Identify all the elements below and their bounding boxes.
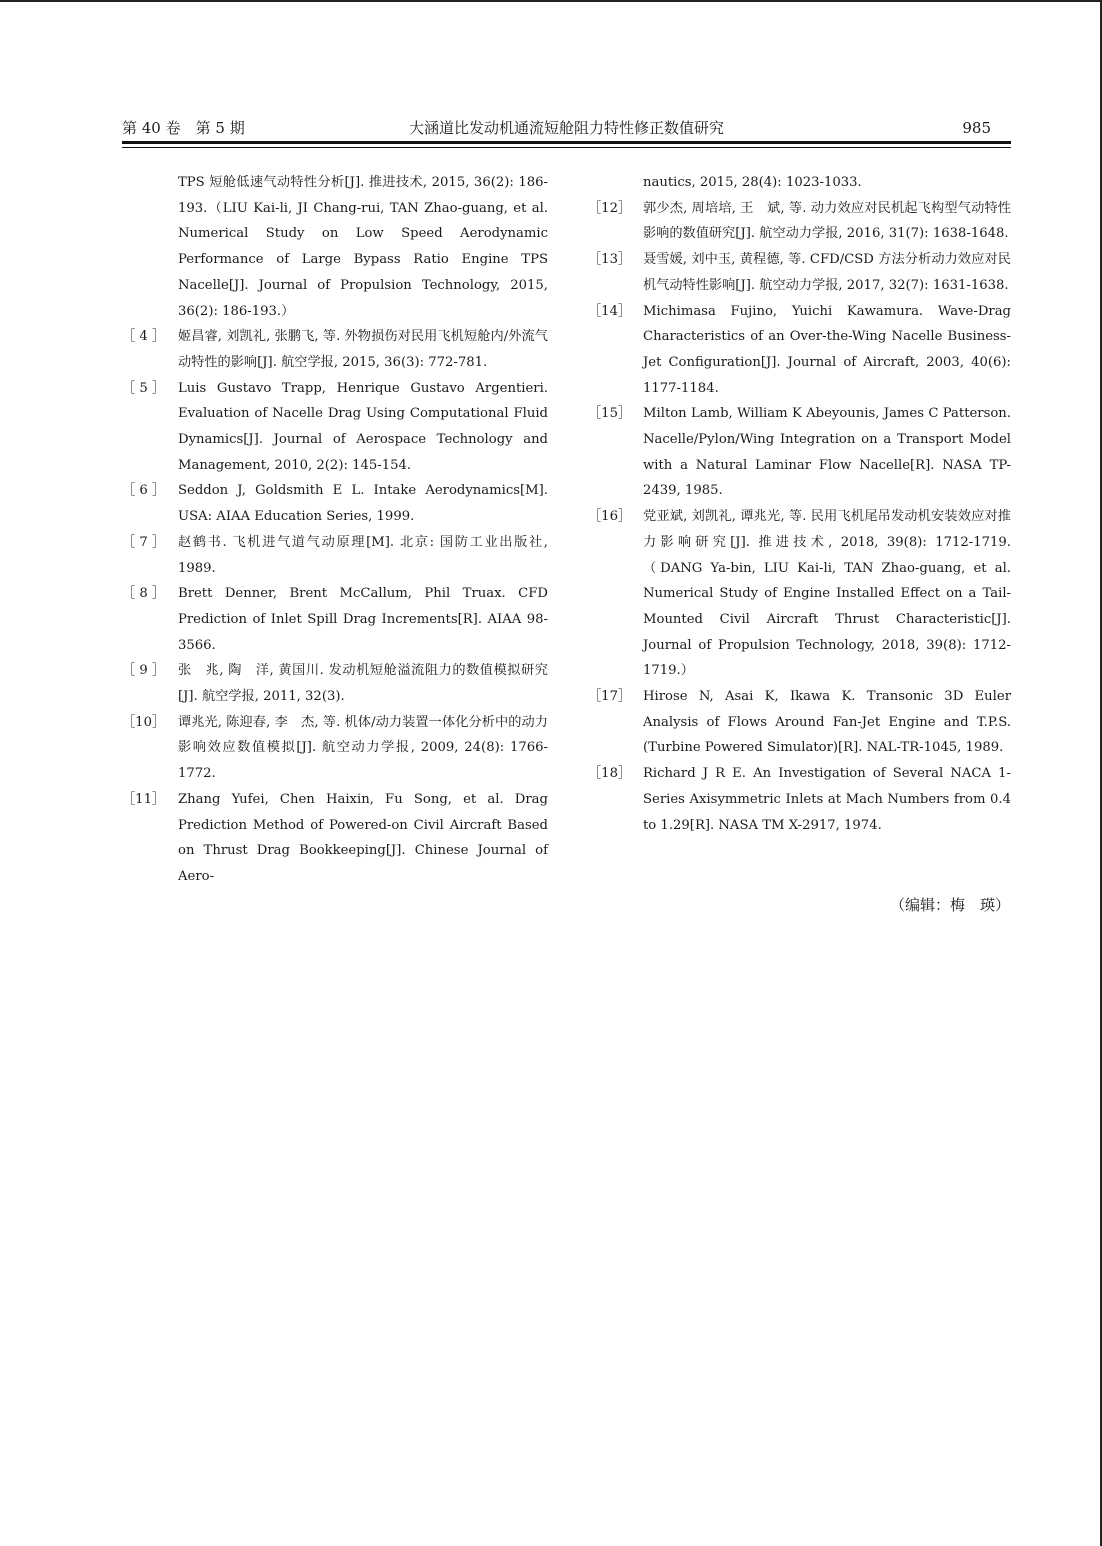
reference-item [588,299,1011,402]
reference-item [122,324,548,375]
reference-number: ［12］ [588,200,632,216]
reference-number: ［ 5 ］ [122,380,166,396]
reference-item [122,710,548,787]
volume-issue: 第 40 卷 第 5 期 [122,119,245,137]
reference-item [122,376,548,479]
reference-item [588,504,1011,684]
reference-item [122,658,548,709]
reference-text: 党亚斌, 刘凯礼, 谭兆光, 等. 民用飞机尾吊发动机安装效应对推力影响研究[J]. 推进技术, 2018, 39(8): 1712-1719.（DANG Ya-bin, LIU Kai-li, TAN Zhao-guang, et al. Numerical Study of Engine Installed Effect on a Tail-Mounted Civil Aircraft Thrust Characteristic[J]. Journal of Propulsion Technology, 2018, 39(8): 1712-1719.） [643,509,1011,679]
reference-text: Brett Denner, Brent McCallum, Phil Truax. CFD Prediction of Inlet Spill Drag Increments[R]. AIAA 98-3566. [178,586,548,653]
reference-number: ［15］ [588,406,632,422]
reference-item [588,761,1011,838]
reference-number: ［10］ [122,714,166,730]
reference-item [122,478,548,529]
reference-number: ［11］ [122,791,166,807]
reference-number: ［17］ [588,689,632,705]
reference-item [122,581,548,658]
reference-text: 聂雪媛, 刘中玉, 黄程德, 等. CFD/CSD 方法分析动力效应对民机气动特性影响[J]. 航空动力学报, 2017, 32(7): 1631-1638. [643,252,1011,293]
page-number: 985 [962,119,991,137]
reference-text: Milton Lamb, William K Abeyounis, James C Patterson. Nacelle/Pylon/Wing Integration on a Transport Model with a Natural Laminar Flow Nacelle[R]. NASA TP-2439, 1985. [643,406,1011,499]
reference-number: ［13］ [588,252,632,268]
reference-text: Michimasa Fujino, Yuichi Kawamura. Wave-Drag Characteristics of an Over-the-Wing Nacelle Business-Jet Configuration[J]. Journal of Aircraft, 2003, 40(6): 1177-1184. [643,303,1011,396]
reference-number: ［ 4 ］ [122,329,166,345]
reference-number: ［18］ [588,766,632,782]
header-rule-thin [122,147,1011,148]
reference-item [588,401,1011,504]
editor-note: （编辑：梅 瑛） [889,896,1010,914]
reference-text: Hirose N, Asai K, Ikawa K. Transonic 3D Euler Analysis of Flows Around Fan-Jet Engine and T.P.S. (Turbine Powered Simulator)[R]. NAL-TR-1045, 1989. [643,689,1011,756]
references-right-column [588,170,1011,838]
references-left-column [122,170,548,890]
reference-text: Richard J R E. An Investigation of Several NACA 1-Series Axisymmetric Inlets at Mach Numbers from 0.4 to 1.29[R]. NASA TM X-2917, 1974. [643,766,1011,833]
reference-number: ［ 6 ］ [122,483,166,499]
running-title: 大涵道比发动机通流短舱阻力特性修正数值研究 [408,119,724,137]
reference-continuation: TPS 短舱低速气动特性分析[J]. 推进技术, 2015, 36(2): 186-193.（LIU Kai-li, JI Chang-rui, TAN Zhao-guang, et al. Numerical Study on Low Speed Aerodynamic Performance of Large Bypass Ratio Engine TPS Nacelle[J]. Journal of Propulsion Technology, 2015, 36(2): 186-193.） [178,175,548,319]
reference-text: Seddon J, Goldsmith E L. Intake Aerodynamics[M]. USA: AIAA Education Series, 1999. [178,483,548,525]
reference-text: 谭兆光, 陈迎春, 李 杰, 等. 机体/动力装置一体化分析中的动力影响效应数值模拟[J]. 航空动力学报, 2009, 24(8): 1766-1772. [178,714,548,782]
reference-item [588,684,1011,761]
header-rule-thick [122,141,1011,144]
reference-number: ［ 9 ］ [122,663,166,679]
reference-text: Luis Gustavo Trapp, Henrique Gustavo Argentieri. Evaluation of Nacelle Drag Using Computational Fluid Dynamics[J]. Journal of Aerospace Technology and Management, 2010, 2(2): 145-154. [178,380,548,473]
reference-text: 郭少杰, 周培培, 王 斌, 等. 动力效应对民机起飞构型气动特性影响的数值研究[J]. 航空动力学报, 2016, 31(7): 1638-1648. [643,200,1011,242]
reference-item [588,196,1011,247]
reference-item [122,530,548,581]
reference-number: ［16］ [588,509,632,525]
reference-number: ［ 8 ］ [122,586,166,602]
reference-item [122,787,548,890]
reference-text: Zhang Yufei, Chen Haixin, Fu Song, et al. Drag Prediction Method of Powered-on Civil Aircraft Based on Thrust Drag Bookkeeping[J]. Chinese Journal of Aero- [178,791,548,884]
reference-item [588,247,1011,298]
reference-continuation: nautics, 2015, 28(4): 1023-1033. [643,175,862,190]
running-header [122,118,1011,140]
reference-text: 张 兆, 陶 洋, 黄国川. 发动机短舱溢流阻力的数值模拟研究[J]. 航空学报, 2011, 32(3). [178,663,548,705]
reference-text: 赵鹤书. 飞机进气道气动原理[M]. 北京: 国防工业出版社, 1989. [178,534,548,576]
reference-number: ［14］ [588,303,632,319]
reference-text: 姬昌睿, 刘凯礼, 张鹏飞, 等. 外物损伤对民用飞机短舱内/外流气动特性的影响[J]. 航空学报, 2015, 36(3): 772-781. [178,329,548,370]
page-top-border [0,0,1102,2]
reference-number: ［ 7 ］ [122,534,166,550]
